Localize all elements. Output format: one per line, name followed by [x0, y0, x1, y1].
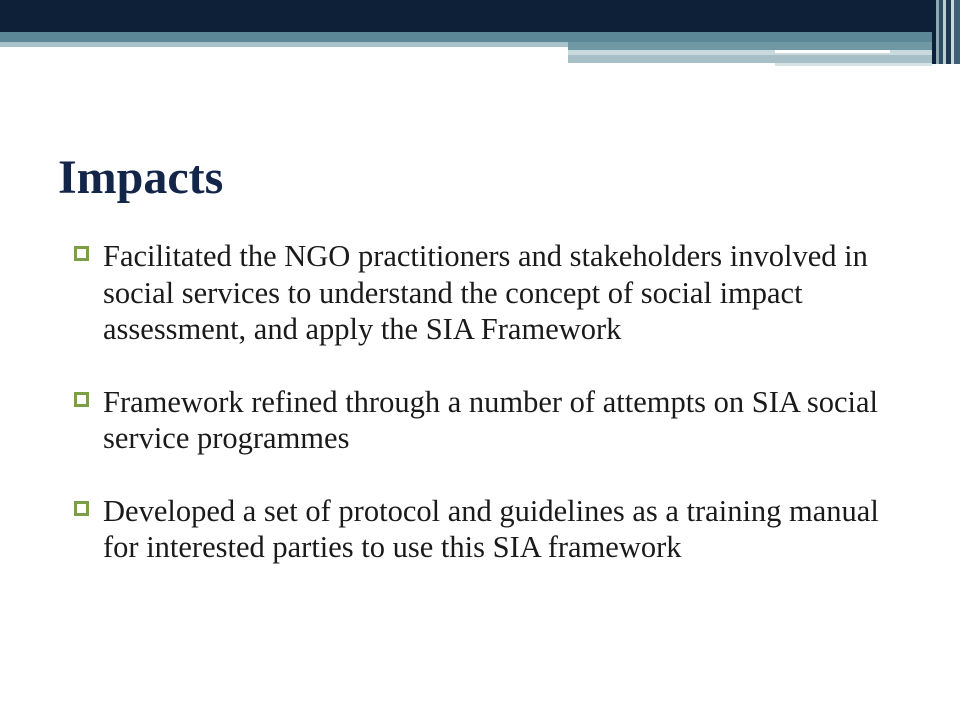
hollow-square-icon [74, 392, 89, 407]
header-band-step [568, 42, 932, 50]
hollow-square-icon [74, 501, 89, 516]
header-band-step [568, 55, 932, 63]
bullet-item [74, 238, 914, 348]
slide-title: Impacts [58, 151, 224, 204]
bullet-text: Framework refined through a number of attempts on SIA social service programmes [103, 384, 879, 455]
header-band-dark [0, 0, 932, 32]
bullet-text: Developed a set of protocol and guidelines as a training manual for interested parties to use this SIA framework [103, 493, 879, 564]
bullet-item [74, 384, 914, 457]
header-stripe [954, 0, 960, 64]
header-band-step [775, 63, 932, 66]
bullet-item [74, 493, 914, 566]
header-band-highlight [775, 50, 890, 53]
hollow-square-icon [74, 246, 89, 261]
header-band-teal [0, 32, 932, 42]
header-band-teal-light [0, 42, 568, 47]
bullet-text: Facilitated the NGO practitioners and stakeholders involved in social services to understand the concept of social impact assessment, and apply the SIA Framework [103, 239, 868, 346]
bullet-list [74, 238, 914, 602]
